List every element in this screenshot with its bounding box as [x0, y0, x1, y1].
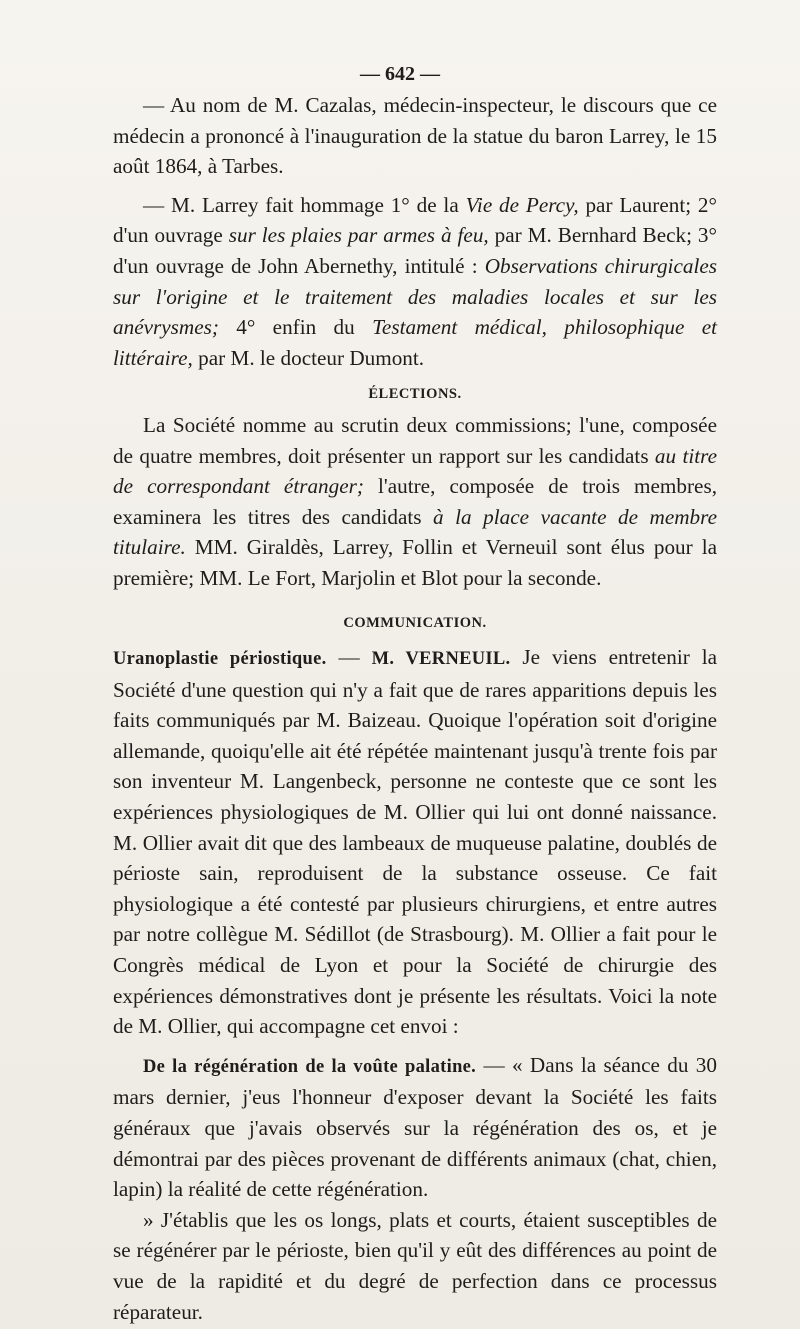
paragraph-larrey: — M. Larrey fait hommage 1° de la Vie de Percy, par Laurent; 2° d'un ouvrage sur les plaies par armes à feu, par M. Bernhard Beck; 3° d'un ouvrage de John Abernethy, intitulé : Observations chirurgicales sur l'origine et le traitement des maladies locales et sur les anévrysmes; 4° enfin du Testament médical, philosophique et littéraire, par M. le docteur Dumont.: [113, 192, 717, 370]
paragraph-elections: La Société nomme au scrutin deux commissions; l'une, composée de quatre membres, doit présenter un rapport sur les candidats au titre de correspondant étranger; l'autre, composée de trois membres, examinera les titres des candidats à la place vacante de membre titulaire. MM. Giraldès, Larrey, Follin et Verneuil sont élus pour la première; MM. Le Fort, Marjolin et Blot pour la seconde.: [113, 412, 717, 590]
page-number: — 642 —: [360, 63, 440, 85]
paragraph-periosteum: » J'établis que les os longs, plats et courts, étaient susceptibles de se régénérer par le périoste, bien qu'il y eût des différences au point de vue de la rapidité et du degré de perfection dans ce processus réparateur.: [113, 1207, 717, 1324]
paragraph-cazalas: — Au nom de M. Cazalas, médecin-inspecteur, le discours que ce médecin a prononcé à l'inauguration de la statue du baron Larrey, le 15 août 1864, à Tarbes.: [113, 93, 717, 179]
section-heading-elections: ÉLECTIONS.: [368, 386, 462, 403]
page-body: [113, 90, 717, 1327]
paragraph-voute: De la régénération de la voûte palatine. — « Dans la séance du 30 mars dernier, j'eus l'honneur d'exposer devant la Société les faits généraux que j'avais observés sur la régénération des os, et je démontrai par des pièces provenant de différents animaux (chat, chien, lapin) la réalité de cette régénération.: [113, 1052, 717, 1202]
section-heading-communication: COMMUNICATION.: [343, 614, 487, 631]
paragraph-uranoplastie: Uranoplastie périostique. — M. VERNEUIL. Je viens entretenir la Société d'une question qui n'y a fait que de rares apparitions depuis les faits communiqués par M. Baizeau. Quoique l'opération soit d'origine allemande, quoiqu'elle ait été répétée maintenant jusqu'à trente fois par son inventeur M. Langenbeck, personne ne conteste que ce sont les expériences physiologiques de M. Ollier qui lui ont donné naissance. M. Ollier avait dit que des lambeaux de muqueuse palatine, doublés de périoste sain, reproduisent de la substance osseuse. Ce fait physiologique a été contesté par plusieurs chirurgiens, et entre autres par notre collègue M. Sédillot (de Strasbourg). M. Ollier a fait pour le Congrès médical de Lyon et pour la Société de chirurgie des expériences démonstratives dont je présente les résultats. Voici la note de M. Ollier, qui accompagne cet envoi :: [113, 645, 718, 1039]
